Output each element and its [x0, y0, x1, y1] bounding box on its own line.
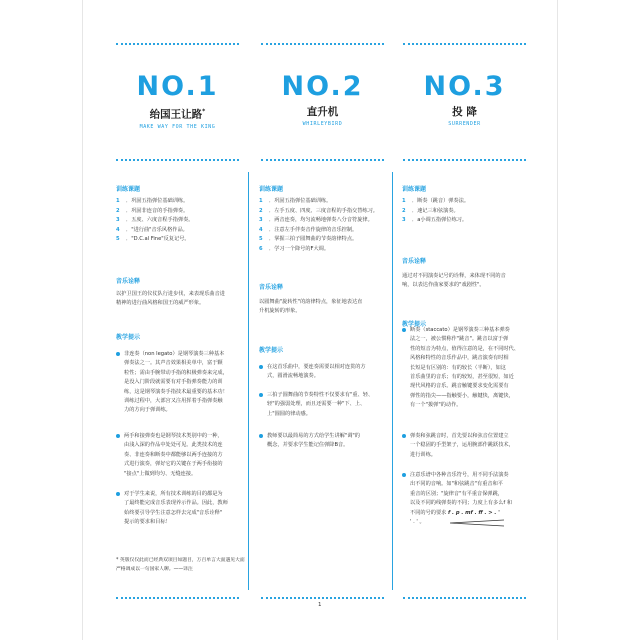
column-2-tip-3: 教师要以最简易的方式给学生讲解"调"的 概念，并要求学生能记住弹降B音。	[267, 432, 389, 451]
dynamics-tail: ' . ' 。	[410, 519, 425, 526]
divider-2	[392, 172, 393, 590]
list-item: 1 ．巩固五指弹位基础训练。	[116, 198, 189, 204]
column-1-training-heading: 训练课题	[116, 186, 141, 193]
column-1-footnote: * 英版仅仅此而已经典双项目如题目，万百单言大面遇见大面 严格调成以一句国家人聊。——译注	[116, 558, 245, 572]
bullet-icon	[116, 434, 120, 438]
list-item: 4 ．"进行曲"音乐风格作品。	[116, 226, 188, 233]
column-2-tips-heading: 教学提示	[259, 347, 284, 354]
column-2-music-text: 以圆舞曲"旋转性"的韵律特点，象征地表达直 升机旋转的形象。	[259, 299, 363, 315]
column-3-training-list	[402, 197, 469, 226]
list-item: 3 ．两音连奏，均匀流畅地弹奏八分音符旋律。	[259, 217, 373, 224]
column-3-music-text: 通过对不同演奏记号的诠释，来体现不同的音 响，以表达作曲家要求的"戏剧性"。	[402, 273, 506, 289]
crescendo-hairpin-icon	[448, 519, 508, 527]
list-item: 2 ．左手五度、四度、三度音程的手指交替练习。	[259, 207, 378, 214]
column-3-tips-heading: 教学提示	[402, 321, 427, 328]
mid-dots-1	[116, 159, 239, 161]
column-3-tip-2: 弹奏和弦跳音时，首先要以和弦音位置建立 一个稳固的手型架子，运用腕部作跳跃技术， 进行训练。	[410, 432, 534, 460]
top-dots-3	[403, 43, 526, 45]
column-1-tip-1: 非连奏（non legato）是钢琴演奏三种基本 弹奏法之一。其声音效果相美单中，富于颗 粒性；需由手腕带动手指的积极弹奏来完成， 是没入门阶段就需要有对手指弹奏能力的训 练，这是钢琴演奏手指技术最重要的基本功！ 训练过程中，大部宫又注用挥着手指弹奏触 力的方向于弹训练。	[124, 350, 246, 416]
column-3-tip-3: 注意乐谱中各种音乐符号，用不同手法演奏 出不同的音响。如"和弦跳音"有重音和平 重音的区别；"旋律音"有平重音保弹跳， 以及不同的线弹奏的不同；力度上有多么f 和 不同的号的要求 f . p . mf . ff . > . ' ' . ' 。	[410, 471, 534, 528]
mid-dots-2	[261, 159, 384, 161]
list-item: 1 ．断奏（跳音）弹奏法。	[402, 198, 470, 204]
column-1-number: NO.1	[136, 71, 219, 102]
column-2-number: NO.2	[281, 71, 364, 102]
column-1-tip-2: 两手和接弹奏也是钢琴技术类别中的一种， 由浅入深的作品中处处可见。此类技术的连 奏、非连奏和断奏中都能够以两手连接的方 式进行演奏，弹好它的关键在于两手衔接的 "接点"上做到均匀、无缝连接。	[124, 432, 246, 479]
page-number: 1	[318, 602, 322, 608]
column-1-header	[116, 72, 239, 130]
list-item: 1 ．巩固五指弹位基础训练。	[259, 198, 332, 204]
column-3-title: 投 降	[452, 106, 477, 118]
column-1-music-heading: 音乐诠释	[116, 278, 141, 285]
bullet-icon	[259, 393, 263, 397]
column-1-title: 绐国王让路*	[149, 108, 206, 121]
column-2-header	[261, 72, 384, 127]
dynamics-symbols: f . p . mf . ff . > . '	[447, 509, 500, 516]
bullet-icon	[116, 352, 120, 356]
column-1-tip-3: 对于学生来说，所有技术训练的目的都是为 了最终能完成音乐表现养示作品。因此，教师 始终要引导学生注意怎样去完成"音乐诠释" 提示的要求和目标！	[124, 490, 246, 528]
column-1-tips-heading: 教学提示	[116, 334, 141, 341]
bullet-icon	[402, 473, 406, 477]
divider-1	[248, 172, 249, 590]
list-item: 5 ．掌握三拍子圆舞曲的节奏韵律特点。	[259, 236, 358, 243]
column-2-subtitle: WHIRLEYBIRD	[302, 121, 343, 127]
column-3-tip-1: 断奏（staccato）是钢琴演奏三种基本弹奏 法之一，被公惯称作"跳音"。跳音以富于弹 性的短音为特点，值得注意的是，在不同时代、 风格和特性的音乐作品中，跳音演奏有时相 长短是有区别的：有的较长（半断），如这 首乐曲里的音乐；有的较短，甚至很短，如近 现代风格的音乐。跳音触键要求变化需要有 弹性的指尖——指触要小，触键快，离键快， 有一个"拨弹"的动作。	[410, 326, 534, 411]
column-2-training-list	[259, 197, 378, 255]
column-1-music-text: 以护卫国王的仪仗队行进步伐，来表现乐曲音进 精神的进行曲风格和国王的威严形象。	[116, 291, 225, 307]
list-item: 3 ．五度、六度音程手指弹奏。	[116, 217, 194, 224]
list-item: 2 ．巩固非连音的手指弹奏。	[116, 207, 189, 214]
top-dots-1	[116, 43, 239, 45]
page	[82, 0, 558, 640]
list-item: 5 ．"D.C.al Fine"反复记号。	[116, 236, 190, 243]
bottom-dots-2	[261, 597, 384, 599]
bottom-dots-3	[403, 597, 526, 599]
column-3-music-heading: 音乐诠释	[402, 258, 427, 265]
list-item: 4 ．注意左手伴奏音作旋律的音乐控制。	[259, 226, 358, 233]
column-1-subtitle: MAKE WAY FOR THE KING	[139, 123, 216, 130]
list-item: 6 ．学习一个降号的F大调。	[259, 245, 330, 252]
bullet-icon	[116, 492, 120, 496]
bullet-icon	[402, 328, 406, 332]
column-2-title: 直升机	[306, 106, 339, 118]
column-3-subtitle: SURRENDER	[448, 121, 481, 127]
column-2-tip-2: 三拍子圆舞曲的节奏特性不仅要求有"重、轻、 轻"的强弱处理，而且还需要一种"下、上、 上"圆圆的律动感。	[267, 391, 389, 419]
column-2-music-heading: 音乐诠释	[259, 284, 284, 291]
column-3-training-heading: 训练课题	[402, 186, 427, 193]
column-2-training-heading: 训练课题	[259, 186, 284, 193]
column-2-tip-1: 在这首乐曲中，要连奏需要以相对连贯的方 式，圆滑流畅地演奏。	[267, 363, 389, 382]
bullet-icon	[402, 434, 406, 438]
bullet-icon	[259, 434, 263, 438]
column-3-header	[403, 72, 526, 127]
column-1-training-list	[116, 197, 193, 245]
list-item: 3 ．a小调五指弹位练习。	[402, 217, 468, 224]
list-item: 2 ．速记三和弦演奏。	[402, 207, 459, 214]
column-3-number: NO.3	[423, 71, 506, 102]
bullet-icon	[259, 365, 263, 369]
footnote-mark: *	[202, 108, 206, 115]
top-dots-2	[261, 43, 384, 45]
bottom-dots-1	[116, 597, 239, 599]
mid-dots-3	[403, 159, 526, 161]
